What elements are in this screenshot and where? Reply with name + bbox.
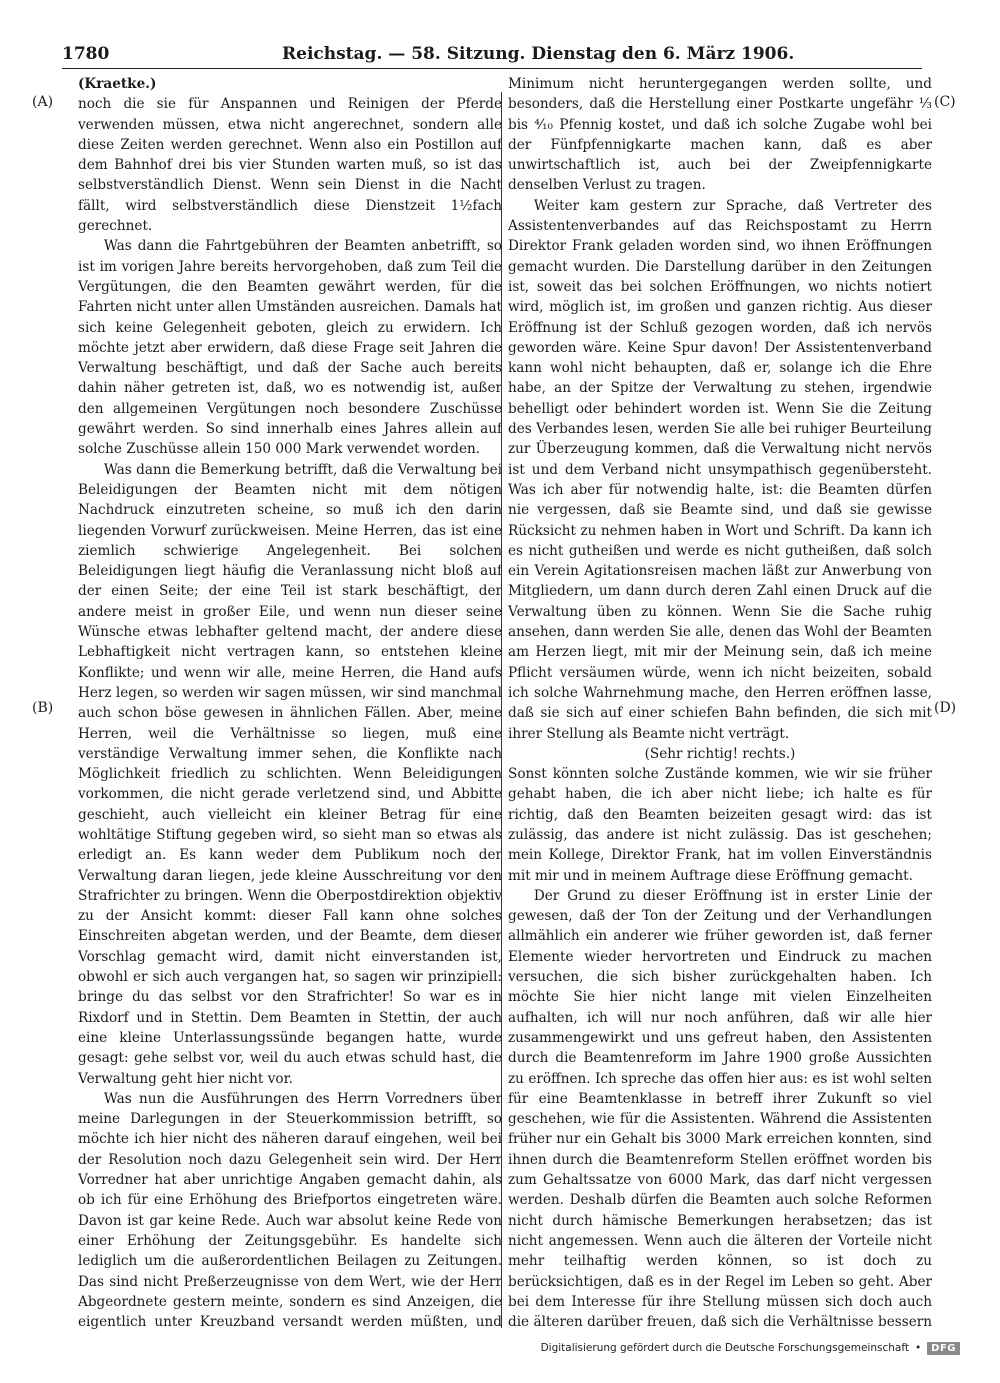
header-rule	[62, 68, 922, 69]
paragraph: Sonst könnten solche Zustände kommen, wie wir sie früher gehabt haben, die ich aber nicht liebe; ich halte es für richtig, daß den Beamten beizeiten gesagt wird: das ist zulässig, das andere ist nicht zulässig. Das ist geschehen; mein Kollege, Direktor Frank, hat im vollen Einverständnis mit mir und in meinem Auftrage diese Eröffnung gemacht.	[508, 766, 932, 884]
left-column	[78, 74, 502, 1330]
paragraph: Der Grund zu dieser Eröffnung ist in erster Linie der gewesen, daß der Ton der Zeitung und der Verhandlungen allmählich ein anderer wie früher geworden ist, daß ferner Elemente wieder hervortreten und Eindruck zu machen versuchen, die sich bisher zurückgehalten haben. Ich möchte Sie hier nicht lange mit vielen Einzelheiten aufhalten, ich will nur noch anführen, daß wir alle hier zusammengewirkt und uns gefreut haben, den Assistenten durch die Beamtenreform im Jahre 1900 große Aussichten zu eröffnen. Ich spreche das offen hier aus: es ist wohl selten für eine Beamtenklasse in betreff ihrer Zukunft so viel geschehen, wie für die Assistenten. Während die Assistenten früher nur ein Gehalt bis 3000 Mark erreichen konnten, sind ihnen durch die Beamtenreform Stellen eröffnet worden bis zum Gehaltssatze von 6000 Mark, das darf nicht vergessen werden. Deshalb dürfen die Beamten auch solche Reformen nicht durch hämische Bemerkungen herabsetzen; das ist nicht angemessen. Wenn auch die älteren der Vorteile nicht mehr teilhaftig werden können, so ist doch zu berücksichtigen, daß es in der Regel im Leben so geht. Aber bei dem Interesse für ihre Stellung müssen sich doch auch die älteren darüber freuen, daß sich die Verhältnisse bessern	[508, 887, 932, 1330]
column-divider	[501, 92, 502, 1328]
right-column	[508, 74, 932, 1330]
margin-mark-c: (C)	[934, 94, 956, 110]
dfg-logo: DFG	[927, 1342, 960, 1355]
paragraph: Was nun die Ausführungen des Herrn Vorredners über meine Darlegungen in der Steuerkommission betrifft, so möchte ich hier nicht des näheren darauf eingehen, weil bei der Resolution noch dazu Gelegenheit sein wird. Der Herr Vorredner hat aber unrichtige Angaben gemacht dahin, als ob ich für eine Erhöhung des Briefportos eingetreten wäre. Davon ist gar keine Rede. Auch war absolut keine Rede von einer Erhöhung der Zeitungsgebühr. Es handelte sich lediglich um die außerordentlichen Beilagen zu Zeitungen. Das sind nicht Preßerzeugnisse von dem Wert, wie der Herr Abgeordnete gestern meinte, sondern es sind Anzeigen, die eigentlich unter Kreuzband versandt werden müßten, und	[78, 1090, 502, 1330]
running-title: Reichstag. — 58. Sitzung. Dienstag den 6. März 1906.	[282, 44, 795, 64]
page-header	[62, 44, 922, 70]
speaker-name: (Kraetke.)	[78, 76, 157, 92]
paragraph: Was dann die Bemerkung betrifft, daß die Verwaltung bei Beleidigungen der Beamten nicht mit dem nötigen Nachdruck einzutreten scheine, so muß ich den darin liegenden Vorwurf zurückweisen. Meine Herren, das ist eine ziemlich schwierige Angelegenheit. Bei solchen Beleidigungen liegt häufig die Veranlassung nicht bloß auf der einen Seite; der eine Teil ist stark beschäftigt, der andere meist in großer Eile, und wenn nun dieser seine Wünsche etwas lebhafter geltend macht, der andere diese Lebhaftigkeit nicht vertragen kann, so entstehen kleine Konflikte; und wenn wir alle, meine Herren, die Hand aufs Herz legen, so werden wir sagen müssen, wir sind manchmal auch schon böse gewesen in ähnlichen Fällen. Aber, meine Herren, weil die Verhältnisse so liegen, muß eine verständige Verwaltung immer sehen, die Konflikte nach Möglichkeit friedlich zu schlichten. Wenn Beleidigungen vorkommen, die nicht gerade verletzend sind, und Abbitte geschieht, auch vielleicht ein kleiner Betrag für eine wohltätige Stiftung gegeben wird, so sieht man so etwas als erledigt an. Es kann weder dem Publikum noch der Verwaltung daran liegen, jede kleine Ausschreitung vor den Strafrichter zu bringen. Wenn die Oberpostdirektion objektiv zu der Ansicht kommt: dieser Fall kann ohne solches Einschreiten abgetan werden, und der Beamte, dem dieser Vorschlag gemacht wird, damit nicht einverstanden ist, obwohl er sich auch vergangen hat, so sagen wir prinzipiell: bringe du das selbst vor den Strafrichter! So war es in Rixdorf und in Stettin. Dem Beamten in Stettin, der auch eine kleine Unterlassungssünde begangen hatte, wurde gesagt: gehe selbst vor, weil du auch etwas schuld hast, die Verwaltung geht hier nicht vor.	[78, 461, 502, 1087]
paragraph: noch die sie für Anspannen und Reinigen der Pferde verwenden müssen, etwa nicht angerechnet, sondern alle diese Zeiten werden gerechnet. Wenn also ein Postillon auf dem Bahnhof drei bis vier Stunden warten muß, so ist das selbstverständlich Dienst. Wenn sein Dienst in die Nacht fällt, wird selbstverständlich diese Dienstzeit 1½fach gerechnet.	[78, 96, 502, 235]
footer-text: Digitalisierung gefördert durch die Deutsche Forschungsgemeinschaft	[540, 1342, 909, 1354]
interjection: (Sehr richtig! rechts.)	[644, 745, 796, 762]
paragraph: Minimum nicht heruntergegangen werden sollte, und besonders, daß die Herstellung einer Postkarte ungefähr ⅓ bis ⁴⁄₁₀ Pfennig kostet, und daß ich solche Zugabe wohl bei der Fünfpfennigkarte machen kann, daß es aber unwirtschaftlich ist, auch bei der Zweipfennigkarte denselben Verlust zu tragen.	[508, 76, 932, 194]
paragraph: Was dann die Fahrtgebühren der Beamten anbetrifft, so ist im vorigen Jahre bereits hervorgehoben, daß zum Teil die Vergütungen, die den Beamten gewährt werden, für die Fahrten nicht unter allen Umständen ausreichen. Damals hat sich keine Gelegenheit geboten, gleich zu erwidern. Ich möchte jetzt aber erwidern, daß diese Frage seit Jahren die Verwaltung beschäftigt, und daß der Sache auch bereits dahin näher getreten ist, daß, wo es notwendig ist, außer den allgemeinen Vergütungen noch besondere Zuschüsse gewährt werden. So sind innerhalb eines Jahres allein auf solche Zuschüsse allein 150 000 Mark verwendet worden.	[78, 238, 502, 458]
footer-separator: •	[914, 1342, 922, 1354]
digitization-footer	[541, 1338, 960, 1358]
paragraph: Weiter kam gestern zur Sprache, daß Vertreter des Assistentenverbandes auf das Reichspostamt zu Herrn Direktor Frank geladen worden sind, wo ihnen Eröffnungen gemacht wurden. Die Darstellung darüber in den Zeitungen ist, soweit das bei solchen Eröffnungen, wo nichts notiert wird, möglich ist, im großen und ganzen richtig. Aus dieser Eröffnung ist der Schluß gezogen worden, daß ich nervös geworden wäre. Keine Spur davon! Der Assistentenverband kann wohl nicht behaupten, daß er, solange ich die Ehre habe, an der Spitze der Verwaltung zu stehen, irgendwie behelligt oder behindert worden ist. Wenn Sie die Zeitung des Verbandes lesen, werden Sie alle bei ruhiger Beurteilung zur Überzeugung kommen, daß die Verwaltung nicht nervös ist und dem Verband nicht unsympathisch gegenübersteht. Was ich aber für notwendig halte, ist: die Beamten dürfen nie vergessen, daß sie Beamte sind, und daß sie gewisse Rücksicht zu nehmen haben in Wort und Schrift. Da kann ich es nicht gutheißen und werde es nicht gutheißen, daß solch ein Verein Agitationsreisen machen läßt zur Anwerbung von Mitgliedern, um dann durch deren Zahl einen Druck auf die Verwaltung üben zu können. Wenn Sie die Sache ruhig ansehen, dann werden Sie alle, denen das Wohl der Beamten am Herzen liegt, mit mir der Meinung sein, daß ich meine Pflicht versäumen würde, wenn ich nicht beizeiten, sobald ich solche Wahrnehmung mache, den Herren eröffnen lasse, daß sie sich auf einer schiefen Bahn befinden, die sich mit ihrer Stellung als Beamte nicht verträgt.	[508, 197, 932, 742]
margin-mark-d: (D)	[934, 700, 957, 716]
margin-mark-b: (B)	[32, 700, 54, 716]
margin-mark-a: (A)	[32, 94, 54, 110]
page-number: 1780	[62, 44, 110, 64]
